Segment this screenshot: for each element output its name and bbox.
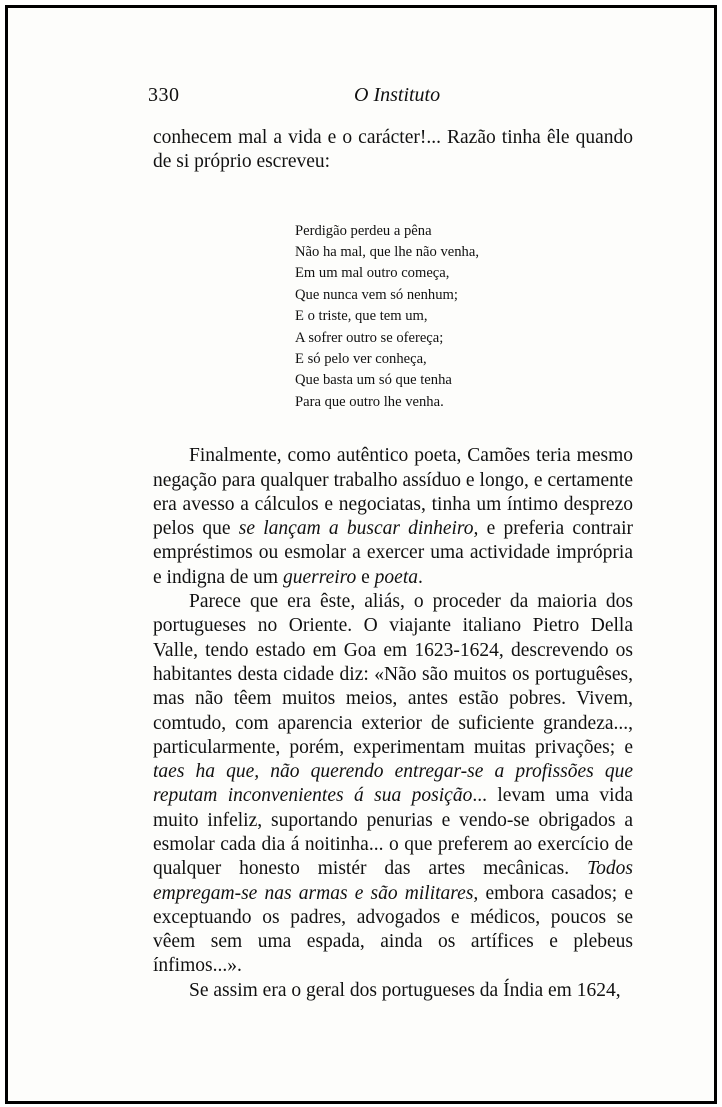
italic-phrase: se lançam a buscar dinheiro,: [238, 518, 479, 540]
poem-line: Não ha mal, que lhe não venha,: [295, 244, 479, 260]
poem-line: Perdigão perdeu a pêna: [295, 222, 432, 239]
poem-line: Que nunca vem só nenhum;: [295, 286, 458, 303]
page-frame: [5, 5, 717, 1104]
paragraph-text: ... levam uma vida muito infeliz, suportando penurias e vendo-se obrigados a esmolar cada dia á noitinha... o que preferem ao exercício de qualquer honesto mistér das artes mecânicas.: [153, 785, 634, 880]
poem-line: Para que outro lhe venha.: [295, 393, 444, 410]
italic-phrase: taes ha que, não querendo entregar-se a profissões que reputam inconvenientes á sua posição: [153, 761, 633, 807]
poem-line: A sofrer outro se ofereça;: [295, 329, 444, 346]
paragraph-india-1624: Se assim era o geral dos portugueses da Índia em 1624,: [189, 979, 621, 1001]
intro-line-2: de si próprio escreveu:: [153, 151, 331, 173]
paragraph-text: e preferia contrair empréstimos ou esmolar a exercer uma actividade imprópria e indigna de um: [153, 518, 633, 588]
page-number: 330: [148, 84, 180, 106]
paragraph-della-valle: [153, 590, 633, 979]
poem-line: Em um mal outro começa,: [295, 265, 450, 282]
intro-line-1: conhecem mal a vida e o carácter!... Razão tinha êle quando: [153, 127, 633, 148]
running-title: O Instituto: [354, 84, 441, 106]
paragraph-text: Finalmente, como autêntico poeta, Camões teria mesmo negação para qualquer trabalho assíduo e longo, e certamente era avesso a cálculos e negociatas, tinha um íntimo desprezo pelos que: [153, 445, 633, 540]
italic-phrase: Todos empregam-se nas armas e são militares,: [153, 858, 633, 904]
paragraph-text: e: [356, 566, 375, 588]
poem-line: E o triste, que tem um,: [295, 308, 428, 325]
paragraph-text: Parece que era êste, aliás, o proceder da maioria dos portugueses no Oriente. O viajante italiano Pietro Della Valle, tendo estado em Goa em 1623-1624, descrevendo os habitantes desta cidade diz: «Não são muitos os portuguêses, mas não têem muitos meios, antes estão pobres. Vivem, comtudo, com aparencia exterior de suficiente grandeza..., particularmente, porém, experimentam muitas privações; e: [153, 591, 633, 758]
poem: [295, 221, 633, 414]
poem-line: Que basta um só que tenha: [295, 372, 452, 389]
page-body: [153, 126, 633, 1003]
poem-line: E só pelo ver conheça,: [295, 351, 427, 368]
italic-phrase: poeta: [374, 566, 418, 588]
paragraph-text: .: [418, 566, 423, 588]
paragraph-text: embora casados; e exceptuando os padres, advogados e médicos, poucos se vêem sem uma espada, ainda os artífices e plebeus ínfimos...».: [153, 882, 634, 977]
paragraph-camoes: [153, 444, 633, 590]
italic-phrase: guerreiro: [282, 566, 357, 588]
running-header: [148, 84, 636, 114]
